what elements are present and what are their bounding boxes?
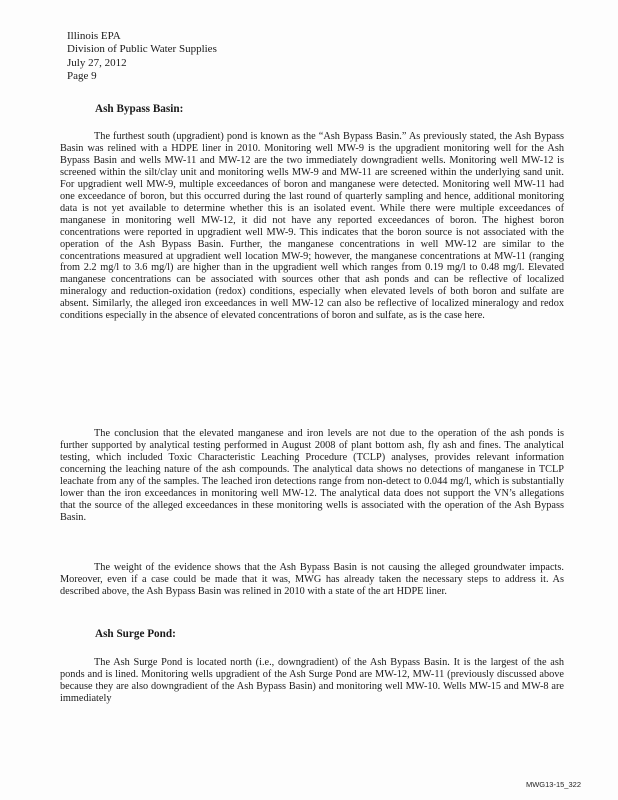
header-division: Division of Public Water Supplies [67,43,217,56]
paragraph-ash-surge-1 [60,657,564,705]
paragraph-ash-bypass-2 [60,428,564,524]
paragraph-text: The Ash Surge Pond is located north (i.e., downgradient) of the Ash Bypass Basin. It is the largest of the ash ponds and is lined. Monitoring wells upgradient of the Ash Surge Pond are MW-12, MW-11 (previously discussed above because they are also downgradient of the Ash Bypass Basin) and monitoring well MW-10. Wells MW-15 and MW-8 are immediately [60,657,564,704]
paragraph-ash-bypass-1 [60,131,564,322]
header-date: July 27, 2012 [67,56,127,69]
paragraph-text: The weight of the evidence shows that the Ash Bypass Basin is not causing the alleged groundwater impacts. Moreover, even if a case could be made that it was, MWG has already taken the necessary steps to address it. As described above, the Ash Bypass Basin was relined in 2010 with a state of the art HDPE liner. [60,562,564,597]
heading-ash-surge-pond: Ash Surge Pond: [95,628,176,640]
paragraph-text: The furthest south (upgradient) pond is known as the “Ash Bypass Basin.” As previously stated, the Ash Bypass Basin was relined with a HDPE liner in 2010. Monitoring well MW-9 is the upgradient monitoring well for the Ash Bypass Basin and wells MW-11 and MW-12 are the two immediately downgradient wells. Monitoring well MW-12 is screened within the silt/clay unit and monitoring wells MW-9 and MW-11 are screened within the underlying sand unit. For upgradient well MW-9, multiple exceedances of boron and manganese were detected. Monitoring well MW-11 had one exceedance of boron, but this occurred during the last round of quarterly sampling and hence, additional monitoring data is not yet available to determine whether this is an isolated event. While there were multiple exceedances of manganese in monitoring well MW-12, it did not have any reported exceedances of boron. The highest boron concentrations were reported in upgradient well MW-9. This indicates that the boron source is not associated with the operation of the Ash Bypass Basin. Further, the manganese concentrations in well MW-12 are similar to the concentrations measured at upgradient well location MW-9; however, the manganese concentrations at MW-11 (ranging from 2.2 mg/l to 3.6 mg/l) are higher than in the upgradient well which ranges from 0.19 mg/l to 0.48 mg/l. Elevated manganese concentrations can be associated with sources other that ash ponds and can be reflective of localized mineralogy and reduction-oxidation (redox) conditions, especially when elevated levels of both boron and sulfate are absent. Similarly, the alleged iron exceedances in well MW-12 can also be reflective of localized mineralogy and redox conditions especially in the absence of elevated concentrations of boron and sulfate, as is the case here. [60,131,564,322]
paragraph-ash-bypass-3 [60,562,564,598]
heading-ash-bypass-basin: Ash Bypass Basin: [95,103,184,115]
header-agency: Illinois EPA [67,30,121,42]
bates-number: MWG13-15_322 [525,780,581,789]
letter-header [67,30,217,83]
header-page-number: Page 9 [67,69,97,82]
paragraph-text: The conclusion that the elevated manganese and iron levels are not due to the operation of the ash ponds is further supported by analytical testing performed in August 2008 of plant bottom ash, fly ash and fines. The analytical testing, which included Toxic Characteristic Leaching Procedure (TCLP) analyses, provides relevant information concerning the leaching nature of the ash compounds. The analytical data shows no detections of manganese in TCLP leachate from any of the samples. The leached iron detections range from non-detect to 0.044 mg/l, which is substantially lower than the iron exceedances in monitoring well MW-12. The analytical data does not support the VN’s allegations that the source of the alleged exceedances in these monitoring wells is associated with the operation of the Ash Bypass Basin. [60,428,564,523]
